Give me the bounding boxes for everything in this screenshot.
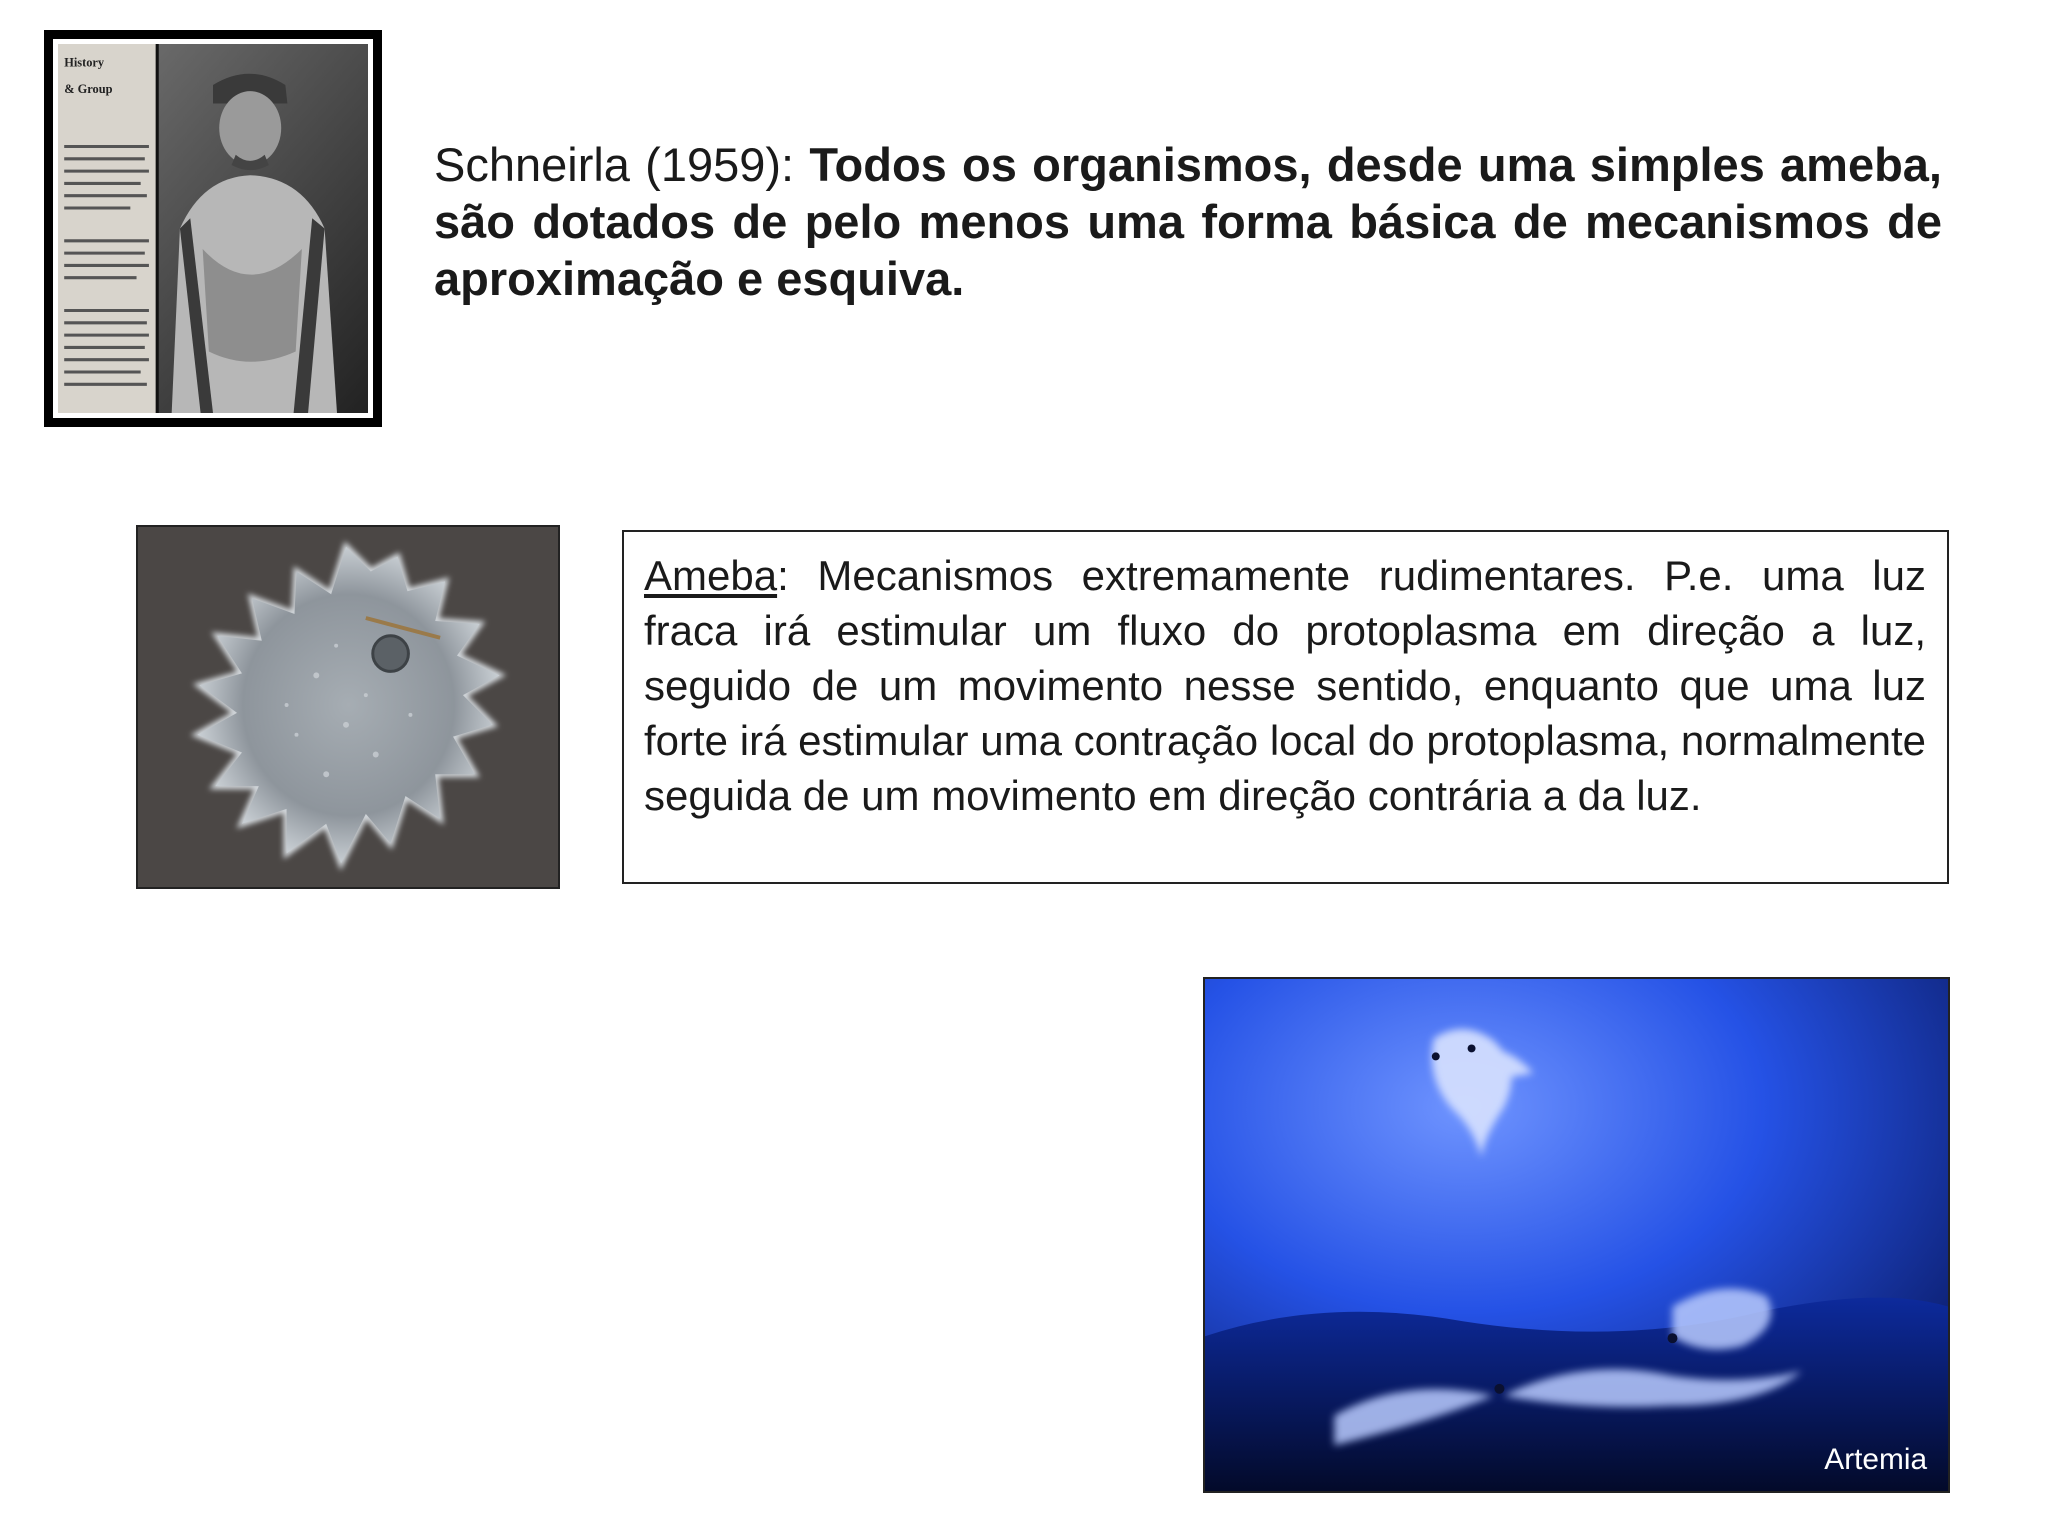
schneirla-quote [434,136,1942,307]
quote-statement: Todos os organismos, desde uma simples ameba, são dotados de pelo menos uma forma básica de mecanismos de aproximação e esquiva. [434,138,1942,305]
amoeba-term: Ameba [644,552,778,599]
artemia-caption: Artemia [1824,1443,1928,1477]
schneirla-portrait-image [53,39,373,418]
portrait-illustration [58,44,368,413]
quote-author: Schneirla (1959): [434,138,810,191]
amoeba-description: : Mecanismos extremamente rudimentares. P.e. uma luz fraca irá estimular um fluxo do protoplasma em direção a luz, seguido de um movimento nesse sentido, enquanto que uma luz forte irá estimular uma contração local do protoplasma, normalmente seguida de um movimento em direção contrária a da luz. [644,552,1926,819]
amoeba-description-box [622,530,1949,884]
artemia-image [1203,977,1950,1493]
artemia-illustration [1205,979,1948,1491]
amoeba-image [136,525,560,889]
clipping-headline-2: & Group [64,82,113,97]
portrait-photo-frame [44,30,382,427]
amoeba-illustration [138,527,558,887]
clipping-headline-1: History [64,55,105,70]
